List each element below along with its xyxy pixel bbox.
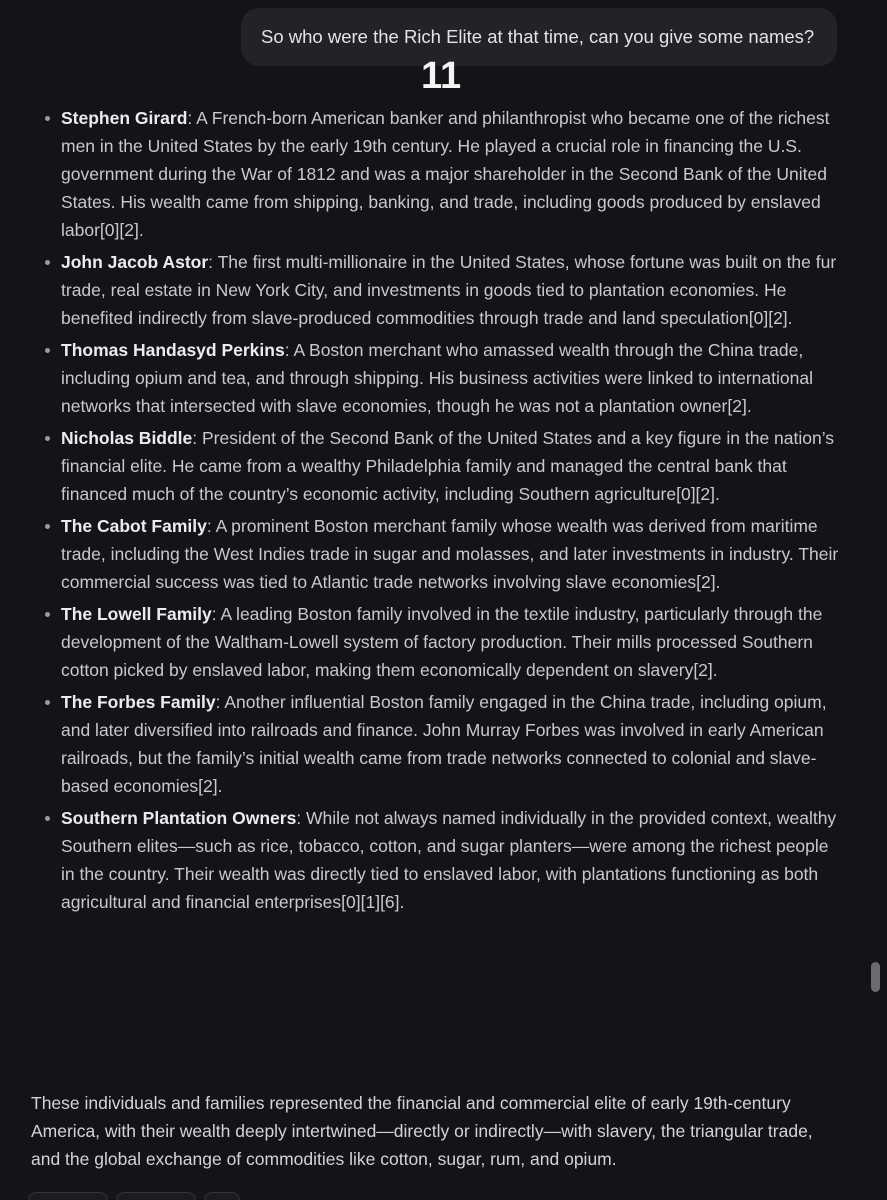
item-name: The Lowell Family	[61, 604, 212, 624]
item-text: : President of the Second Bank of the United States and a key figure in the nation’s financial elite. He came from a wealthy Philadelphia family and managed the central bank that financed much of the country’s economic activity, including Southern agriculture[0][2].	[61, 428, 835, 504]
item-name: Thomas Handasyd Perkins	[61, 340, 285, 360]
action-button[interactable]	[28, 1192, 108, 1200]
bullet-icon	[45, 348, 50, 353]
item-name: Stephen Girard	[61, 108, 188, 128]
item-text: : A leading Boston family involved in the textile industry, particularly through the development of the Waltham-Lowell system of factory production. Their mills processed Southern cotton picked by enslaved labor, making them economically dependent on slavery[2].	[61, 604, 823, 680]
bullet-icon	[45, 612, 50, 617]
bullet-icon	[45, 816, 50, 821]
message-number: 11	[421, 55, 462, 97]
list-item	[0, 804, 887, 916]
list-item	[0, 248, 887, 332]
list-item	[0, 688, 887, 800]
item-text: : A prominent Boston merchant family whose wealth was derived from maritime trade, including the West Indies trade in sugar and molasses, and later investments in industry. Their commercial success was tied to Atlantic trade networks involving slave economies[2].	[61, 516, 839, 592]
bullet-icon	[45, 700, 50, 705]
scrollbar-thumb[interactable]	[871, 962, 880, 992]
item-text: : While not always named individually in the provided context, wealthy Southern elites—such as rice, tobacco, cotton, and sugar planters—were among the richest people in the country. Their wealth was directly tied to enslaved labor, with plantations functioning as both agricultural and financial enterprises[0][1][6].	[61, 808, 837, 912]
user-message-text: So who were the Rich Elite at that time, can you give some names?	[261, 26, 815, 47]
item-name: Southern Plantation Owners	[61, 808, 297, 828]
item-name: Nicholas Biddle	[61, 428, 193, 448]
list-item	[0, 104, 887, 244]
bullet-icon	[45, 260, 50, 265]
list-item	[0, 336, 887, 420]
user-message-bubble	[241, 8, 837, 66]
answer-list	[0, 104, 887, 920]
item-text: : Another influential Boston family engaged in the China trade, including opium, and later diversified into railroads and finance. John Murray Forbes was involved in early American railroads, but the family’s initial wealth came from trade networks connected to colonial and slave-based economies[2].	[61, 692, 827, 796]
item-text: : A Boston merchant who amassed wealth through the China trade, including opium and tea, and through shipping. His business activities were linked to international networks that intersected with slave economies, though he was not a plantation owner[2].	[61, 340, 813, 416]
item-text: : A French-born American banker and philanthropist who became one of the richest men in the United States by the early 19th century. He played a crucial role in financing the U.S. government during the War of 1812 and was a major shareholder in the Second Bank of the United States. His wealth came from shipping, banking, and trade, including goods produced by enslaved labor[0][2].	[61, 108, 830, 240]
summary-paragraph: These individuals and families represented the financial and commercial elite of early 19th-century America, with their wealth deeply intertwined—directly or indirectly—with slavery, the triangular trade, and the global exchange of commodities like cotton, sugar, rum, and opium.	[31, 1093, 813, 1169]
bullet-icon	[45, 436, 50, 441]
bullet-icon	[45, 524, 50, 529]
item-text: : The first multi-millionaire in the United States, whose fortune was built on the fur trade, real estate in New York City, and investments in goods tied to plantation economies. He benefited indirectly from slave-produced commodities through trade and land speculation[0][2].	[61, 252, 837, 328]
list-item	[0, 512, 887, 596]
action-button[interactable]	[116, 1192, 196, 1200]
action-button[interactable]	[204, 1192, 240, 1200]
list-item	[0, 424, 887, 508]
item-name: John Jacob Astor	[61, 252, 209, 272]
list-item	[0, 600, 887, 684]
item-name: The Cabot Family	[61, 516, 207, 536]
message-action-bar	[28, 1192, 240, 1200]
bullet-icon	[45, 116, 50, 121]
item-name: The Forbes Family	[61, 692, 216, 712]
